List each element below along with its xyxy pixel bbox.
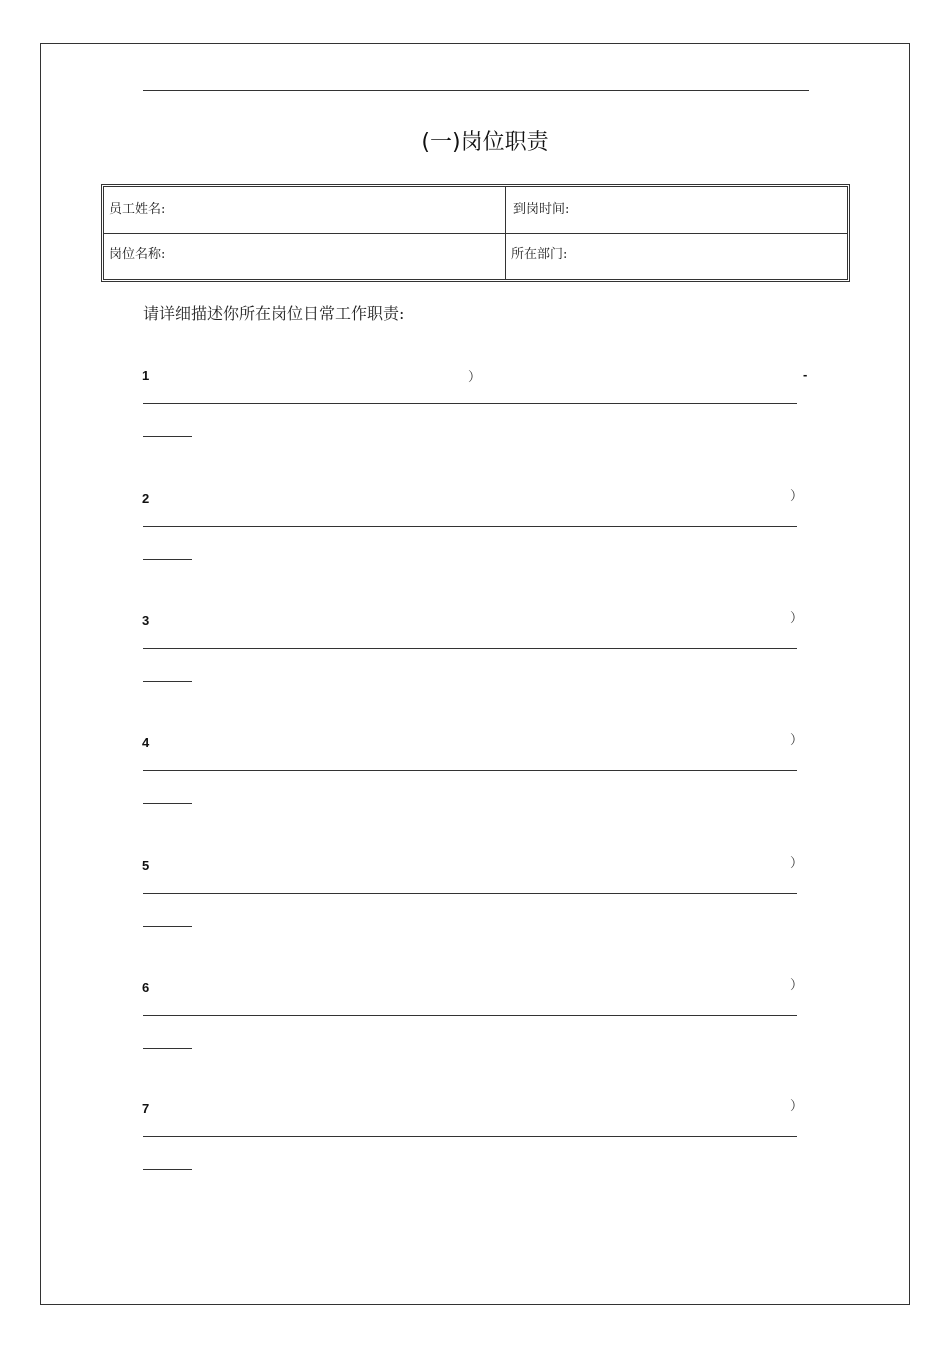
duty-item [0,491,950,591]
item-number: 2 [142,491,150,506]
answer-line[interactable] [143,770,797,771]
answer-line[interactable] [143,893,797,894]
instruction-text: 请详细描述你所在岗位日常工作职责: [143,304,405,323]
dash-mark: - [803,367,808,382]
item-number: 1 [142,368,150,383]
department-field[interactable]: 所在部门: [511,247,568,262]
paren-mark: ） [790,978,804,993]
answer-line[interactable] [143,648,797,649]
position-name-field[interactable]: 岗位名称: [109,247,166,262]
start-date-field[interactable]: 到岗时间: [513,202,570,217]
duty-item [0,735,950,835]
answer-line[interactable] [143,526,797,527]
answer-line-end[interactable] [143,926,192,927]
paren-mark: ） [790,489,804,504]
paren-mark: ） [790,1099,804,1114]
page-title: (一)岗位职责 [421,130,549,155]
item-number: 6 [142,980,150,995]
paren-mark: ） [790,733,804,748]
duty-item [0,368,950,468]
answer-line[interactable] [143,1136,797,1137]
answer-line-end[interactable] [143,559,192,560]
paren-mark: ） [790,611,804,626]
duty-item [0,858,950,958]
duty-item [0,613,950,713]
answer-line[interactable] [143,1015,797,1016]
duty-item [0,1101,950,1201]
answer-line-end[interactable] [143,1169,192,1170]
employee-info-table [101,184,850,282]
answer-line-end[interactable] [143,436,192,437]
table-divider-horizontal [104,233,847,234]
paren-mark: ） [790,856,804,871]
answer-line-end[interactable] [143,681,192,682]
employee-name-field[interactable]: 员工姓名: [109,202,166,217]
header-rule [143,90,809,91]
item-number: 3 [142,613,150,628]
answer-line[interactable] [143,403,797,404]
answer-line-end[interactable] [143,803,192,804]
item-number: 5 [142,858,150,873]
item-number: 7 [142,1101,150,1116]
duty-item [0,980,950,1080]
item-number: 4 [142,735,150,750]
answer-line-end[interactable] [143,1048,192,1049]
paren-mark: ） [468,370,482,385]
